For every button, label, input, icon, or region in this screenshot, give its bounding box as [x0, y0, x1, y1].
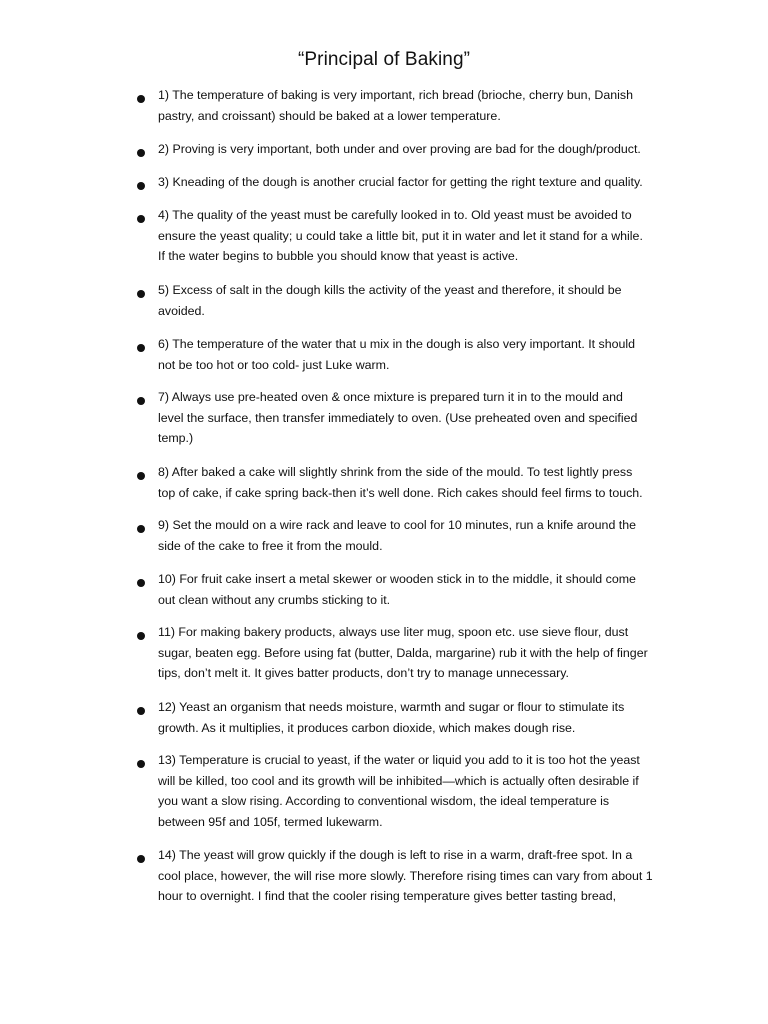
bullet-icon — [137, 855, 145, 863]
bullet-icon — [137, 525, 145, 533]
bullet-icon — [137, 707, 145, 715]
text-line: growth. As it multiplies, it produces carbon dioxide, which makes dough rise. — [158, 720, 576, 735]
text-line: 5) Excess of salt in the dough kills the activity of the yeast and therefore, it should be — [158, 283, 622, 297]
text-line: side of the cake to free it from the mould. — [158, 538, 383, 553]
text-line: sugar, beaten egg. Before using fat (butter, Dalda, margarine) rub it with the help of finger — [158, 645, 648, 660]
bullet-icon — [137, 215, 145, 223]
text-line: 11) For making bakery products, always use liter mug, spoon etc. use sieve flour, dust — [158, 625, 629, 639]
list-item-text — [158, 845, 678, 907]
bullet-icon — [137, 290, 145, 298]
text-line: avoided. — [158, 303, 205, 318]
text-line: you want a slow rising. According to conventional wisdom, the ideal temperature is — [158, 794, 610, 809]
text-line: 2) Proving is very important, both under and over proving are bad for the dough/product. — [158, 142, 641, 156]
text-line: out clean without any crumbs sticking to it. — [158, 592, 391, 607]
text-line: tips, don’t melt it. It gives batter products, don’t try to manage unnecessary. — [158, 666, 569, 681]
list-item-text — [158, 387, 678, 449]
list-item-text — [158, 205, 678, 267]
text-line: pastry, and croissant) should be baked at a lower temperature. — [158, 108, 501, 123]
text-line: 7) Always use pre-heated oven & once mixture is prepared turn it in to the mould and — [158, 390, 623, 404]
list-item-text — [158, 462, 678, 503]
text-line: If the water begins to bubble you should know that yeast is active. — [158, 249, 519, 264]
text-line: 12) Yeast an organism that needs moisture, warmth and sugar or flour to stimulate its — [158, 700, 625, 714]
text-line: hour to overnight. I find that the cooler rising temperature gives better tasting bread, — [158, 889, 617, 904]
list-item-text — [158, 697, 678, 738]
list-item-text — [158, 85, 678, 126]
list-item-text — [158, 334, 678, 375]
bullet-icon — [137, 472, 145, 480]
list-item-text — [158, 139, 678, 160]
text-line: 4) The quality of the yeast must be carefully looked in to. Old yeast must be avoided to — [158, 208, 632, 222]
text-line: will be killed, too cool and its growth will be inhibited—which is actually often desirable if — [158, 773, 639, 788]
text-line: 8) After baked a cake will slightly shrink from the side of the mould. To test lightly press — [158, 465, 633, 479]
text-line: not be too hot or too cold- just Luke warm. — [158, 357, 390, 372]
text-line: ensure the yeast quality; u could take a little bit, put it in water and let it stand for a while. — [158, 228, 643, 243]
list-item-text — [158, 622, 678, 684]
bullet-icon — [137, 632, 145, 640]
text-line: 13) Temperature is crucial to yeast, if the water or liquid you add to it is too hot the yeast — [158, 753, 640, 767]
text-line: 14) The yeast will grow quickly if the dough is left to rise in a warm, draft-free spot. In a — [158, 848, 633, 862]
bullet-icon — [137, 579, 145, 587]
bullet-icon — [137, 344, 145, 352]
bullet-icon — [137, 397, 145, 405]
text-line: top of cake, if cake spring back-then it’s well done. Rich cakes should feel firms to touch. — [158, 485, 643, 500]
text-line: 9) Set the mould on a wire rack and leave to cool for 10 minutes, run a knife around the — [158, 518, 637, 532]
text-line: between 95f and 105f, termed lukewarm. — [158, 815, 383, 830]
text-line: 10) For fruit cake insert a metal skewer or wooden stick in to the middle, it should come — [158, 572, 636, 586]
list-item-text — [158, 569, 678, 610]
text-line: level the surface, then transfer immediately to oven. (Use preheated oven and specified — [158, 410, 638, 425]
list-item-text — [158, 515, 678, 556]
text-line: 6) The temperature of the water that u mix in the dough is also very important. It should — [158, 337, 636, 351]
bullet-icon — [137, 760, 145, 768]
list-item-text — [158, 280, 678, 321]
bullet-icon — [137, 95, 145, 103]
document-title: “Principal of Baking” — [297, 49, 471, 70]
text-line: 1) The temperature of baking is very important, rich bread (brioche, cherry bun, Danish — [158, 88, 633, 102]
text-line: 3) Kneading of the dough is another crucial factor for getting the right texture and quality. — [158, 175, 643, 189]
text-line: cool place, however, the will rise more slowly. Therefore rising times can vary from about 1 — [158, 868, 653, 883]
text-line: temp.) — [158, 431, 194, 446]
bullet-icon — [137, 149, 145, 157]
bullet-icon — [137, 182, 145, 190]
list-item-text — [158, 172, 678, 193]
list-item-text — [158, 750, 678, 833]
